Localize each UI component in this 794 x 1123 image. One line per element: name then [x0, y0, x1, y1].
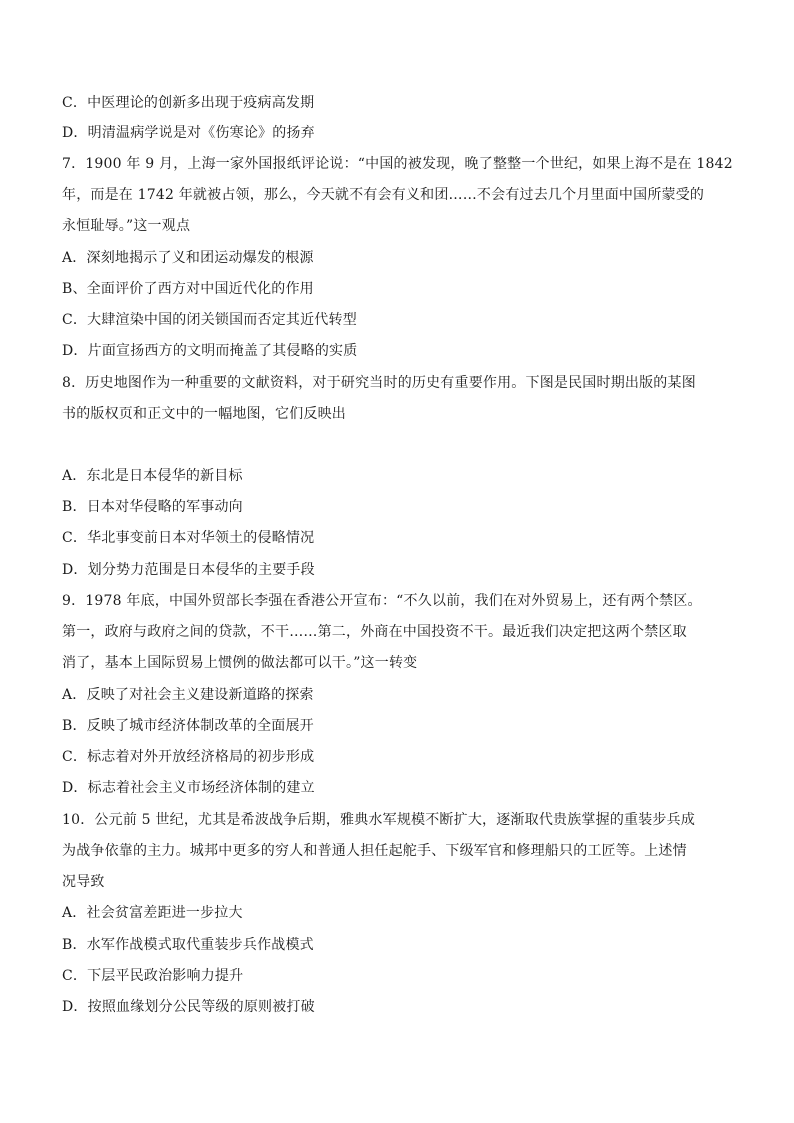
- q6-option-d: D．明清温病学说是对《伤寒论》的扬弃: [62, 125, 315, 141]
- q8-option-a: A．东北是日本侵华的新目标: [62, 468, 243, 484]
- q9-option-d: D．标志着社会主义市场经济体制的建立: [62, 780, 315, 796]
- q8-option-c: C．华北事变前日本对华领土的侵略情况: [62, 530, 315, 546]
- q8-option-b: B．日本对华侵略的军事动向: [62, 499, 243, 515]
- q9-stem-line1: 9．1978 年底，中国外贸部长李强在香港公开宣布：“不久以前，我们在对外贸易上，还有两个禁区。: [62, 593, 702, 609]
- q10-option-b: B．水军作战模式取代重装步兵作战模式: [62, 937, 314, 953]
- q10-option-d: D．按照血缘划分公民等级的原则被打破: [62, 999, 315, 1015]
- q9-option-a: A．反映了对社会主义建设新道路的探索: [62, 687, 314, 703]
- q7-stem-line2: 年，而是在 1742 年就被占领，那么，今天就不有会有义和团……不会有过去几个月里面中国所蒙受的: [62, 187, 705, 203]
- q8-stem-line1: 8．历史地图作为一种重要的文献资料，对于研究当时的历史有重要作用。下图是民国时期出版的某图: [62, 375, 696, 391]
- q9-option-b: B．反映了城市经济体制改革的全面展开: [62, 718, 314, 734]
- q7-stem-line3: 永恒耻辱。”这一观点: [62, 218, 191, 234]
- q10-stem-line3: 况导致: [62, 874, 105, 890]
- q7-option-b: B、全面评价了西方对中国近代化的作用: [62, 281, 314, 297]
- q7-option-c: C．大肆渲染中国的闭关锁国而否定其近代转型: [62, 312, 357, 328]
- q10-stem-line2: 为战争依靠的主力。城邦中更多的穷人和普通人担任起舵手、下级军官和修理船只的工匠等。上述情: [62, 843, 687, 859]
- q7-stem-line1: 7．1900 年 9 月，上海一家外国报纸评论说：“中国的被发现，晚了整整一个世纪，如果上海不是在 1842: [62, 156, 733, 172]
- q10-stem-line1: 10．公元前 5 世纪，尤其是希波战争后期，雅典水军规模不断扩大，逐渐取代贵族掌握的重装步兵成: [62, 812, 696, 828]
- q10-option-a: A．社会贫富差距进一步拉大: [62, 905, 243, 921]
- q6-option-c: C．中医理论的创新多出现于疫病高发期: [62, 95, 315, 111]
- q7-option-d: D．片面宣扬西方的文明而掩盖了其侵略的实质: [62, 343, 358, 359]
- q8-option-d: D．划分势力范围是日本侵华的主要手段: [62, 562, 315, 578]
- q9-stem-line2: 第一，政府与政府之间的贷款，不干……第二，外商在中国投资不干。最近我们决定把这两个禁区取: [62, 624, 687, 640]
- q8-figure-area: [62, 428, 742, 464]
- q10-option-c: C．下层平民政治影响力提升: [62, 968, 244, 984]
- q9-option-c: C．标志着对外开放经济格局的初步形成: [62, 749, 315, 765]
- q9-stem-line3: 消了，基本上国际贸易上惯例的做法都可以干。”这一转变: [62, 655, 418, 671]
- q7-option-a: A．深刻地揭示了义和团运动爆发的根源: [62, 250, 314, 266]
- q8-stem-line2: 书的版权页和正文中的一幅地图，它们反映出: [62, 406, 346, 422]
